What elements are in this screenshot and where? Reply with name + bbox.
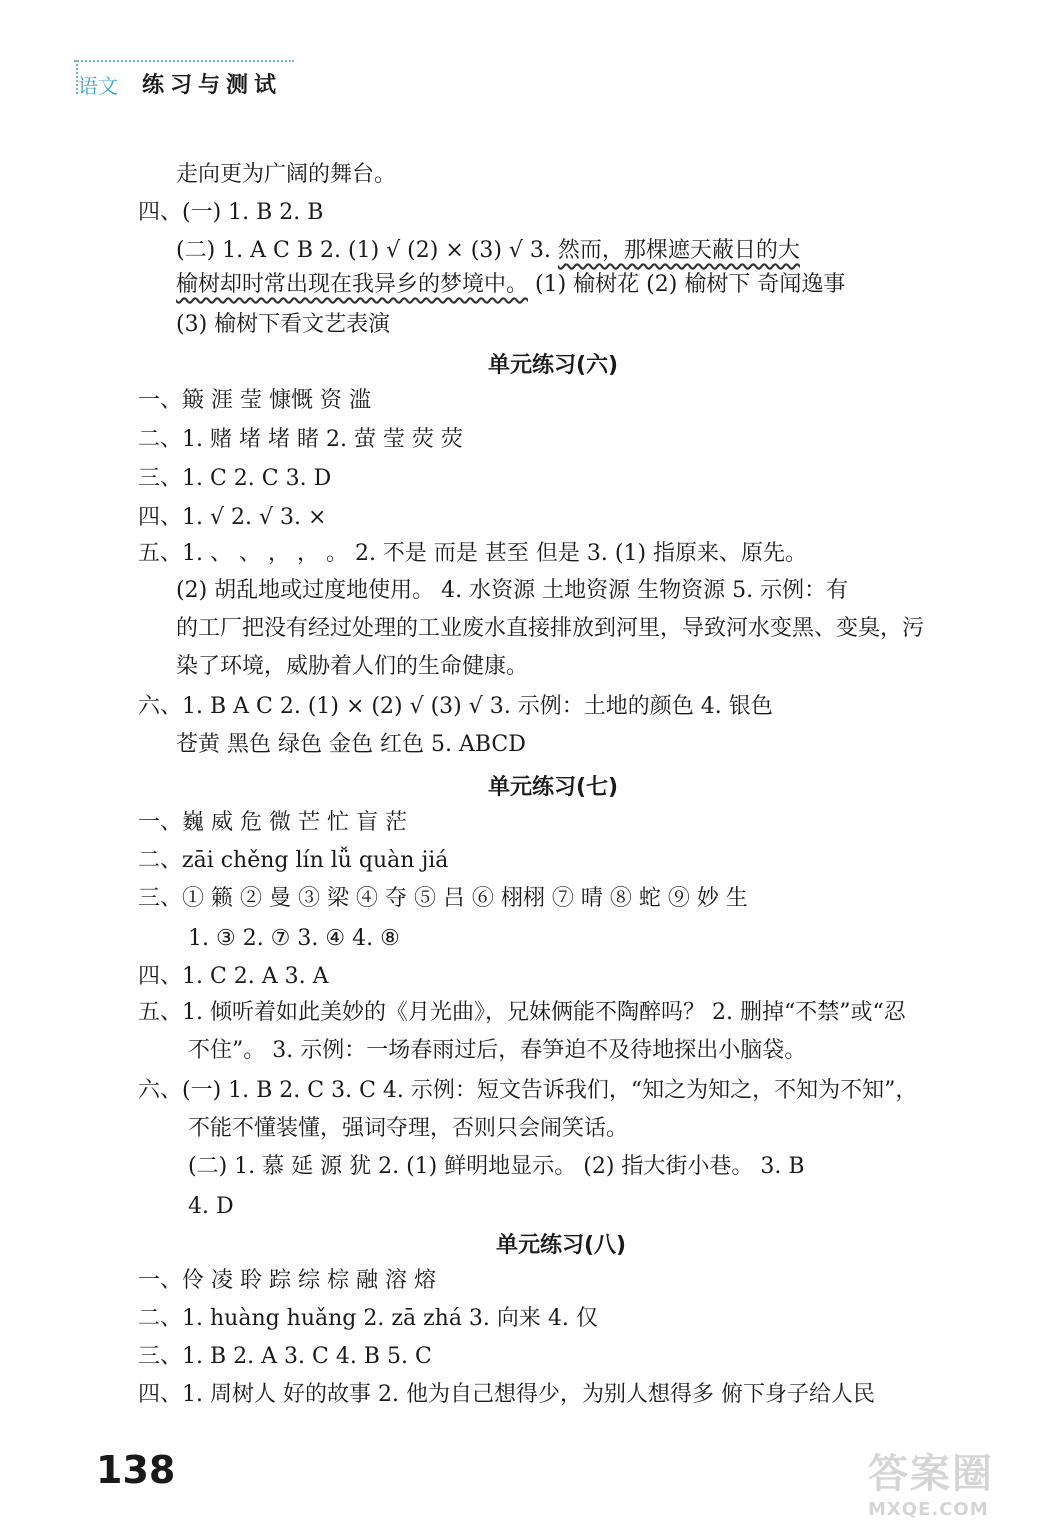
answer-text: (1) 榆树花 (2) 榆树下 奇闻逸事	[535, 272, 846, 297]
text-line: (3) 榆树下看文艺表演	[176, 312, 391, 337]
text-line: 三、① 籁 ② 曼 ③ 梁 ④ 夺 ⑤ 吕 ⑥ 栩栩 ⑦ 晴 ⑧ 蛇 ⑨ 妙 生	[138, 886, 748, 911]
book-title: 练习与测试	[142, 73, 283, 98]
text-line: 不能不懂装懂，强词夺理，否则只会闹笑话。	[188, 1116, 629, 1141]
text-line: 二、1. huàng huǎng 2. zā zhá 3. 向来 4. 仅	[138, 1306, 598, 1331]
page-number: 138	[96, 1448, 176, 1492]
section-heading: 单元练习(八)	[496, 1233, 627, 1258]
text-line: 的工厂把没有经过处理的工业废水直接排放到河里，导致河水变黑、变臭，污	[176, 616, 925, 641]
text-line: 二、1. 赌 堵 堵 睹 2. 萤 莹 荧 荧	[138, 427, 463, 452]
page-header	[70, 56, 300, 104]
text-line: 一、巍 威 危 微 芒 忙 盲 茫	[138, 810, 407, 835]
text-line: 三、1. C 2. C 3. D	[138, 466, 332, 491]
wavy-underlined-sentence: 然而，那棵遮天蔽日的大	[557, 238, 800, 263]
text-line: 五、1. 、 、 ， ， 。 2. 不是 而是 甚至 但是 3. (1) 指原来、原先。	[138, 541, 808, 566]
wavy-underlined-sentence: 榆树却时常出现在我异乡的梦境中。	[176, 272, 529, 297]
text-line: 六、(一) 1. B 2. C 3. C 4. 示例：短文告诉我们，“知之为知之，不知为不知”，	[138, 1078, 918, 1103]
text-line: 走向更为广阔的舞台。	[176, 162, 397, 187]
section-heading: 单元练习(七)	[488, 775, 619, 800]
header-dotted-rule	[74, 60, 294, 62]
watermark-logo	[868, 1442, 1028, 1524]
text-line: 一、伶 凌 聆 踪 综 棕 融 溶 熔	[138, 1268, 436, 1293]
text-line: 4. D	[188, 1194, 234, 1219]
text-line: 四、1. C 2. A 3. A	[138, 964, 329, 989]
text-line: (二) 1. 慕 延 源 犹 2. (1) 鲜明地显示。 (2) 指大街小巷。 3. B	[188, 1154, 805, 1179]
text-line: 苍黄 黑色 绿色 金色 红色 5. ABCD	[176, 732, 526, 757]
answer-text: (二) 1. A C B 2. (1) √ (2) × (3) √ 3.	[176, 238, 551, 263]
text-line: (2) 胡乱地或过度地使用。 4. 水资源 土地资源 生物资源 5. 示例：有	[176, 578, 849, 603]
text-line: 不住”。 3. 示例：一场春雨过后，春笋迫不及待地探出小脑袋。	[188, 1038, 807, 1063]
text-line: 1. ③ 2. ⑦ 3. ④ 4. ⑧	[188, 926, 400, 951]
subject-label: 语文	[78, 74, 118, 98]
section-heading: 单元练习(六)	[488, 353, 619, 378]
text-line: 二、zāi chěng lín lǚ quàn jiá	[138, 848, 449, 873]
text-line: 六、1. B A C 2. (1) × (2) √ (3) √ 3. 示例：土地的颜色 4. 银色	[138, 694, 773, 719]
text-line: 五、1. 倾听着如此美妙的《月光曲》，兄妹俩能不陶醉吗？ 2. 删掉“不禁”或“忍	[138, 1000, 906, 1025]
watermark-url: MXQE.COM	[868, 1499, 989, 1520]
text-line: 四、(一) 1. B 2. B	[138, 200, 324, 225]
watermark-text: 答案圈	[868, 1451, 994, 1497]
text-line	[176, 236, 800, 266]
text-line: 一、簸 涯 莹 慷慨 资 滥	[138, 388, 371, 413]
text-line: 四、1. √ 2. √ 3. ×	[138, 505, 327, 530]
text-line: 四、1. 周树人 好的故事 2. 他为自己想得少，为别人想得多 俯下身子给人民	[138, 1382, 875, 1407]
text-line: 染了环境，威胁着人们的生命健康。	[176, 654, 529, 679]
text-line: 三、1. B 2. A 3. C 4. B 5. C	[138, 1344, 432, 1369]
text-line	[176, 270, 845, 300]
